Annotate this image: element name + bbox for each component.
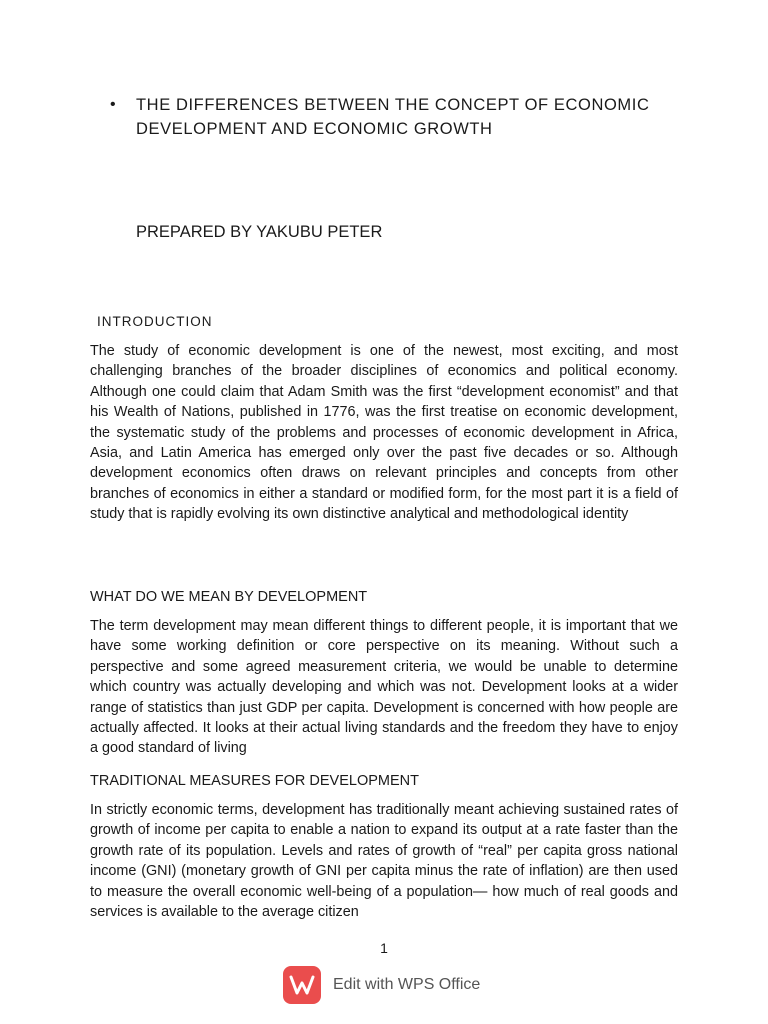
edit-with-wps-link[interactable] bbox=[283, 965, 480, 1005]
introduction-heading: INTRODUCTION bbox=[97, 314, 213, 329]
introduction-paragraph: The study of economic development is one of the newest, most exciting, and most challenging branches of the broader disciplines of economics and political economy. Although one could claim that Adam Smith was the first “development economist” and that his Wealth of Nations, published in 1776, was the first treatise on economic development, the systematic study of the problems and processes of economic development in Africa, Asia, and Latin America has emerged only over the past five decades or so. Although development economics often draws on relevant principles and concepts from other branches of economics in either a standard or modified form, for the most part it is a field of study that is rapidly evolving its own distinctive analytical and methodological identity bbox=[90, 343, 678, 523]
edit-with-wps-label: Edit with WPS Office bbox=[333, 976, 481, 993]
traditional-measures-heading: TRADITIONAL MEASURES FOR DEVELOPMENT bbox=[90, 773, 419, 789]
author-line: PREPARED BY YAKUBU PETER bbox=[136, 223, 383, 241]
wps-office-logo-icon bbox=[283, 966, 321, 1004]
bullet-icon: • bbox=[110, 96, 117, 113]
traditional-measures-paragraph: In strictly economic terms, development has traditionally meant achieving sustained rates of growth of income per capita to enable a nation to expand its output at a rate faster than the growth rate of its population. Levels and rates of growth of “real” per capita gross national income (GNI) (monetary growth of GNI per capita minus the rate of inflation) are then used to measure the overall economic well-being of a population— how much of real goods and services is available to the average citizen bbox=[90, 802, 678, 921]
development-meaning-paragraph: The term development may mean different things to different people, it is important that we have some working definition or core perspective on its meaning. Without such a perspective and some agreed measurement criteria, we would be unable to determine which country was actually developing and which was not. Development looks at a wider range of statistics than just GDP per capita. Development is concerned with how people are actually affected. It looks at their actual living standards and the freedom they have to enjoy a good standard of living bbox=[90, 618, 678, 757]
title-text: THE DIFFERENCES BETWEEN THE CONCEPT OF ECONOMIC DEVELOPMENT AND ECONOMIC GROWTH bbox=[136, 96, 650, 138]
development-meaning-heading: WHAT DO WE MEAN BY DEVELOPMENT bbox=[90, 589, 368, 605]
page-number: 1 bbox=[380, 940, 388, 956]
document-title bbox=[110, 93, 690, 141]
